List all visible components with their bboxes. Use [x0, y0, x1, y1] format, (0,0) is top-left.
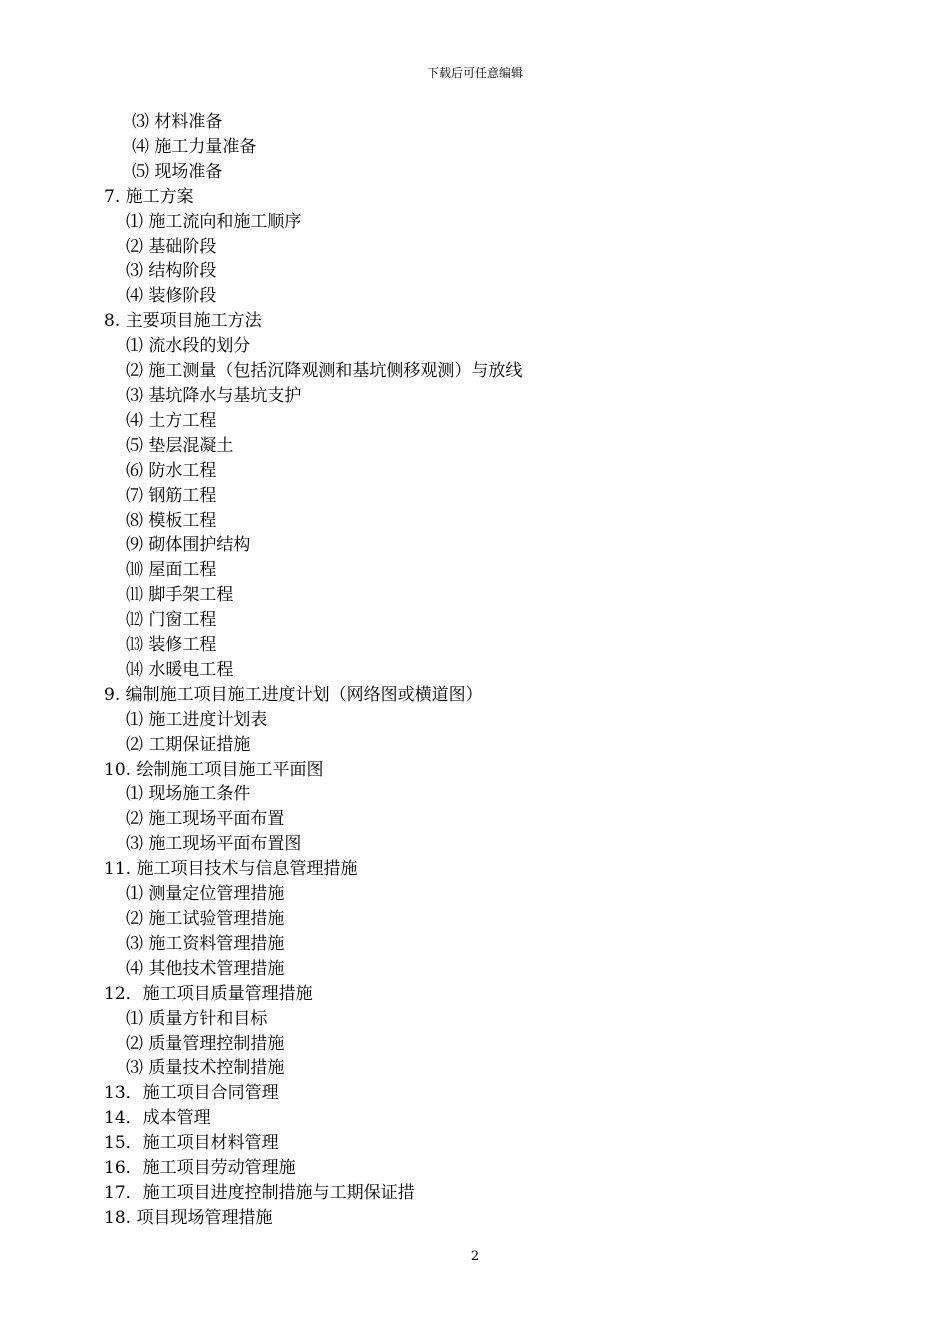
- subsection-item: ⑵ 质量管理控制措施: [126, 1033, 285, 1054]
- section-heading: 17．施工项目进度控制措施与工期保证措: [104, 1182, 415, 1203]
- subsection-item: ⑴ 施工流向和施工顺序: [126, 211, 302, 232]
- subsection-item: ⑶ 结构阶段: [126, 261, 217, 282]
- subsection-item: ⑵ 基础阶段: [126, 236, 217, 257]
- subsection-item: ⑵ 施工现场平面布置: [126, 809, 285, 830]
- page-number: 2: [470, 1249, 480, 1264]
- page-header: 下载后可任意编辑: [426, 66, 523, 80]
- subsection-item: ⑴ 现场施工条件: [126, 784, 251, 805]
- subsection-item: ⑵ 施工试验管理措施: [126, 909, 285, 929]
- section-heading: 16．施工项目劳动管理施: [104, 1158, 296, 1179]
- subsection-item: ⑴ 测量定位管理措施: [126, 884, 285, 905]
- subsection-item: ⑶ 基坑降水与基坑支护: [126, 385, 302, 406]
- subsection-item: ⑺ 钢筋工程: [126, 485, 217, 506]
- subsection-item: ⑶ 材料准备: [132, 112, 223, 132]
- section-heading: 14．成本管理: [104, 1108, 211, 1129]
- subsection-item: ⒀ 装修工程: [126, 635, 217, 656]
- section-heading: 9. 编制施工项目施工进度计划（网络图或横道图）: [104, 684, 483, 705]
- section-heading: 8. 主要项目施工方法: [104, 311, 262, 332]
- subsection-item: ⑸ 垫层混凝土: [126, 435, 234, 456]
- subsection-item: ⑵ 工期保证措施: [126, 734, 251, 755]
- subsection-item: ⑹ 防水工程: [126, 460, 217, 481]
- section-heading: 11. 施工项目技术与信息管理措施: [104, 859, 358, 880]
- subsection-item: ⑴ 质量方针和目标: [126, 1008, 268, 1029]
- subsection-item: ⑽ 屋面工程: [126, 560, 217, 581]
- section-heading: 7. 施工方案: [104, 186, 194, 207]
- subsection-item: ⑷ 装修阶段: [126, 286, 217, 307]
- subsection-item: ⑷ 其他技术管理措施: [126, 958, 285, 979]
- section-heading: 12．施工项目质量管理措施: [104, 983, 313, 1004]
- subsection-item: ⑿ 门窗工程: [126, 610, 217, 631]
- subsection-item: ⑻ 模板工程: [126, 510, 217, 531]
- subsection-item: ⑾ 脚手架工程: [126, 585, 234, 606]
- section-heading: 10. 绘制施工项目施工平面图: [104, 759, 324, 780]
- section-heading: 18. 项目现场管理措施: [104, 1207, 273, 1228]
- subsection-item: ⑶ 施工现场平面布置图: [126, 834, 302, 855]
- subsection-item: ⑵ 施工测量（包括沉降观测和基坑侧移观测）与放线: [126, 361, 523, 382]
- section-heading: 15．施工项目材料管理: [104, 1133, 279, 1154]
- section-heading: 13．施工项目合同管理: [104, 1083, 279, 1104]
- subsection-item: ⑸ 现场准备: [132, 161, 223, 182]
- subsection-item: ⑶ 质量技术控制措施: [126, 1058, 285, 1079]
- subsection-item: ⒁ 水暖电工程: [126, 659, 234, 680]
- document-body: [0, 110, 950, 1231]
- subsection-item: ⑴ 流水段的划分: [126, 336, 251, 357]
- subsection-item: ⑷ 土方工程: [126, 410, 217, 431]
- subsection-item: ⑼ 砌体围护结构: [126, 535, 251, 556]
- subsection-item: ⑴ 施工进度计划表: [126, 709, 268, 730]
- subsection-item: ⑶ 施工资料管理措施: [126, 933, 285, 954]
- subsection-item: ⑷ 施工力量准备: [132, 136, 257, 157]
